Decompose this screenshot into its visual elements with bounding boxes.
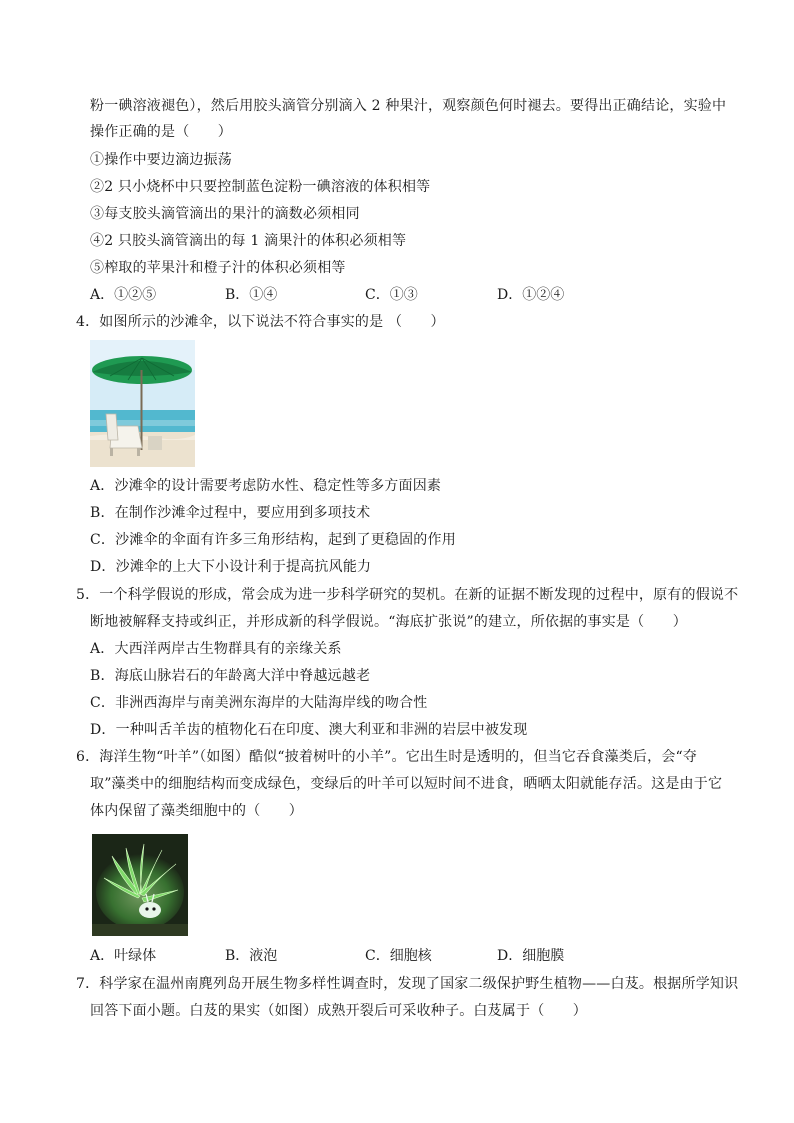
q3-statement-2: ②2 只小烧杯中只要控制蓝色淀粉一碘溶液的体积相等 [90, 179, 431, 195]
q4-stem: 4．如图所示的沙滩伞，以下说法不符合事实的是 （ ） [76, 314, 445, 330]
q4-option-d[interactable]: D．沙滩伞的上大下小设计利于提高抗风能力 [90, 559, 372, 575]
q5-stem-line1: 5．一个科学假说的形成，常会成为进一步科学研究的契机。在新的证据不断发现的过程中，原有的假说不 [76, 587, 739, 603]
leaf-sheep-image [92, 834, 188, 936]
q6-stem-line2: 取”藻类中的细胞结构而变成绿色，变绿后的叶羊可以短时间不进食，晒晒太阳就能存活。这是由于它 [90, 776, 723, 792]
leaf-sheep-illustration [92, 834, 188, 936]
q4-option-b[interactable]: B．在制作沙滩伞过程中，要应用到多项技术 [90, 505, 371, 521]
q5-option-d[interactable]: D．一种叫舌羊齿的植物化石在印度、澳大利亚和非洲的岩层中被发现 [90, 722, 528, 738]
q7-stem-line1: 7．科学家在温州南麂列岛开展生物多样性调查时，发现了国家二级保护野生植物——白芨。根据所学知识 [76, 976, 739, 992]
q6-option-b[interactable]: B．液泡 [225, 948, 278, 964]
q6-stem-line3: 体内保留了藻类细胞中的（ ） [90, 803, 303, 819]
beach-umbrella-image [90, 340, 195, 467]
q5-option-b[interactable]: B．海底山脉岩石的年龄离大洋中脊越远越老 [90, 668, 371, 684]
q6-option-d[interactable]: D．细胞膜 [497, 948, 565, 964]
q5-stem-line2: 断地被解释支持或纠正，并形成新的科学假说。“海底扩张说”的建立，所依据的事实是（ ） [90, 614, 687, 630]
q3-statement-3: ③每支胶头滴管滴出的果汁的滴数必须相同 [90, 206, 360, 222]
q4-option-a[interactable]: A．沙滩伞的设计需要考虑防水性、稳定性等多方面因素 [90, 478, 442, 494]
q3-option-b[interactable]: B．①④ [225, 287, 278, 303]
q3-continuation-line2: 操作正确的是（ ） [90, 124, 232, 140]
q3-statement-5: ⑤榨取的苹果汁和橙子汁的体积必须相等 [90, 260, 346, 276]
q5-option-a[interactable]: A．大西洋两岸古生物群具有的亲缘关系 [90, 641, 342, 657]
q5-option-c[interactable]: C．非洲西海岸与南美洲东海岸的大陆海岸线的吻合性 [90, 695, 428, 711]
q6-option-c[interactable]: C．细胞核 [365, 948, 432, 964]
q6-option-a[interactable]: A．叶绿体 [90, 948, 157, 964]
beach-umbrella-illustration [90, 340, 195, 467]
q3-statement-1: ①操作中要边滴边振荡 [90, 152, 232, 168]
q3-option-c[interactable]: C．①③ [365, 287, 418, 303]
q3-statement-4: ④2 只胶头滴管滴出的每 1 滴果汁的体积必须相等 [90, 233, 407, 249]
q6-stem-line1: 6．海洋生物“叶羊”（如图）酷似“披着树叶的小羊”。它出生时是透明的，但当它吞食藻类后，会“夺 [76, 749, 698, 765]
q3-option-a[interactable]: A．①②⑤ [90, 287, 157, 303]
q3-option-d[interactable]: D．①②④ [497, 287, 565, 303]
q7-stem-line2: 回答下面小题。白芨的果实（如图）成熟开裂后可采收种子。白芨属于（ ） [90, 1003, 587, 1019]
q3-continuation-line1: 粉一碘溶液褪色），然后用胶头滴管分别滴入 2 种果汁，观察颜色何时褪去。要得出正确结论，实验中 [90, 98, 727, 114]
q4-option-c[interactable]: C．沙滩伞的伞面有许多三角形结构，起到了更稳固的作用 [90, 532, 456, 548]
